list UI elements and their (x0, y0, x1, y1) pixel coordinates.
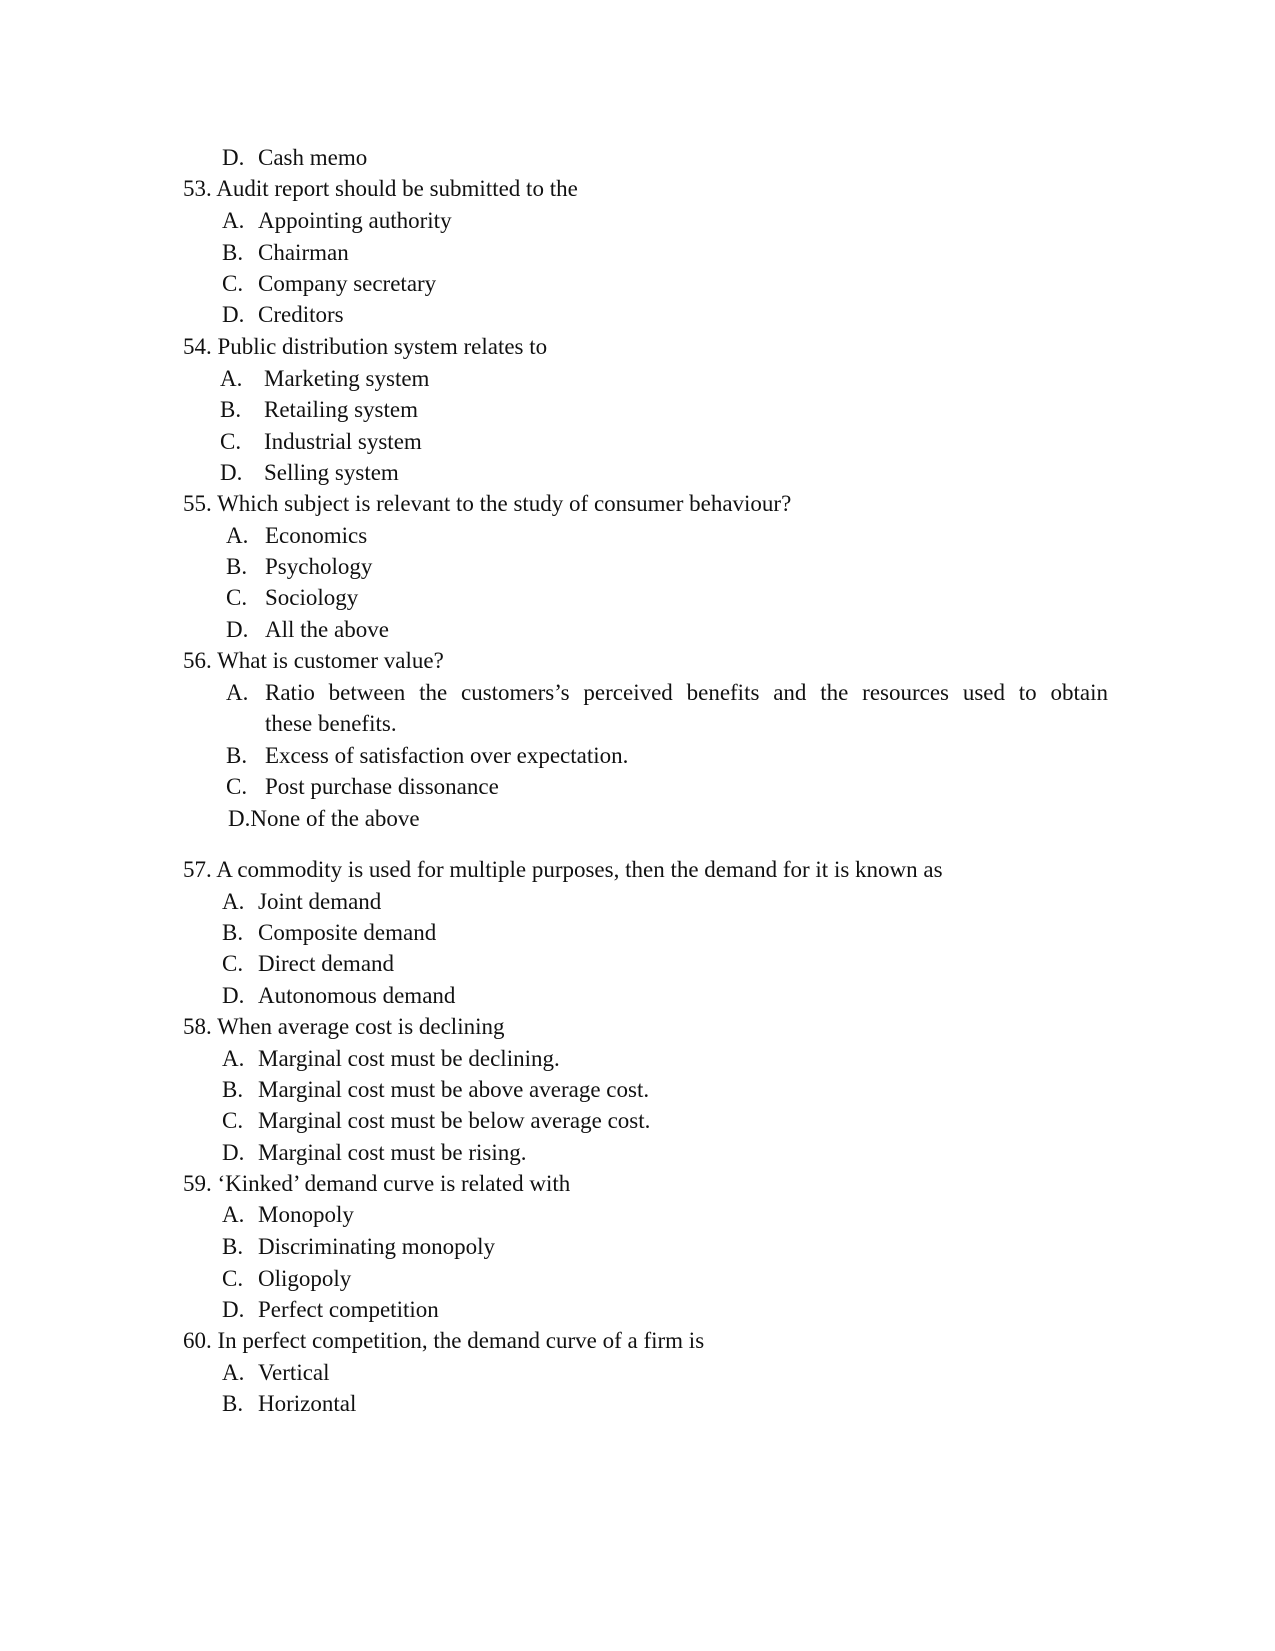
q56-option-d (228, 806, 420, 832)
q57-option-d (222, 983, 455, 1009)
question-number: 54. (183, 334, 212, 359)
option-letter: D. (222, 145, 245, 170)
question-59 (183, 1171, 570, 1197)
option-text: Autonomous demand (258, 983, 456, 1008)
option-text: Retailing system (264, 397, 418, 422)
option-letter: D. (226, 617, 249, 642)
option-letter: B. (222, 1077, 244, 1102)
option-text: Excess of satisfaction over expectation. (265, 743, 629, 768)
question-number: 53. (183, 176, 212, 201)
q55-option-d (226, 617, 389, 643)
question-54 (183, 334, 547, 360)
question-58 (183, 1014, 504, 1040)
question-text: When average cost is declining (217, 1014, 505, 1039)
option-letter: B. (222, 1391, 244, 1416)
option-letter: D. (222, 1140, 245, 1165)
option-letter: A. (222, 1046, 245, 1071)
question-text: Which subject is relevant to the study of consumer behaviour? (217, 491, 792, 516)
q58-option-d (222, 1140, 527, 1166)
q54-option-d (220, 460, 399, 486)
option-letter: B. (222, 1234, 244, 1259)
option-letter: C. (222, 1108, 244, 1133)
q59-option-c (222, 1266, 351, 1292)
q56-option-a-text: Ratio between the customers’s perceived benefits and the resources used to obtain (265, 680, 1108, 705)
option-text: Marketing system (264, 366, 430, 391)
option-text: Marginal cost must be above average cost. (258, 1077, 650, 1102)
question-number: 60. (183, 1328, 212, 1353)
option-text: Appointing authority (258, 208, 452, 233)
option-text: Monopoly (258, 1202, 354, 1227)
q58-option-b (222, 1077, 649, 1103)
question-number: 55. (183, 491, 212, 516)
q58-option-c (222, 1108, 650, 1134)
question-text: Public distribution system relates to (217, 334, 548, 359)
q53-option-a (222, 208, 452, 234)
q58-option-a (222, 1046, 560, 1072)
question-number: 56. (183, 648, 212, 673)
question-53 (183, 176, 578, 202)
option-text: Chairman (258, 240, 349, 265)
option-letter: B. (222, 240, 244, 265)
option-letter: C. (220, 429, 242, 454)
q56-option-c (226, 774, 499, 800)
option-letter: B. (220, 397, 242, 422)
option-text: Selling system (264, 460, 399, 485)
question-55 (183, 491, 791, 517)
option-text: Marginal cost must be rising. (258, 1140, 527, 1165)
option-letter: B. (226, 743, 248, 768)
option-text: Cash memo (258, 145, 368, 170)
option-letter: D. (228, 806, 251, 831)
question-text: Audit report should be submitted to the (216, 176, 578, 201)
option-text: Economics (265, 523, 368, 548)
question-57 (183, 857, 943, 883)
option-text: Company secretary (258, 271, 437, 296)
q59-option-b (222, 1234, 495, 1260)
q56-option-a-letter (226, 680, 248, 706)
q57-option-a (222, 889, 381, 915)
option-text: Creditors (258, 302, 344, 327)
q56-option-a-continuation: these benefits. (265, 711, 397, 736)
option-letter: D. (222, 302, 245, 327)
option-text: None of the above (250, 806, 420, 831)
option-text: Joint demand (258, 889, 382, 914)
q57-option-b (222, 920, 436, 946)
option-text: Industrial system (264, 429, 422, 454)
q53-option-b (222, 240, 349, 266)
q53-option-c (222, 271, 436, 297)
option-letter: A. (222, 208, 245, 233)
q60-option-b (222, 1391, 356, 1417)
q56-option-b (226, 743, 628, 769)
option-letter: A. (222, 889, 245, 914)
q57-option-c (222, 951, 394, 977)
option-letter: B. (222, 920, 244, 945)
option-text: Horizontal (258, 1391, 357, 1416)
option-text: Marginal cost must be below average cost. (258, 1108, 651, 1133)
question-number: 58. (183, 1014, 212, 1039)
question-number: 59. (183, 1171, 212, 1196)
q54-option-b (220, 397, 418, 423)
option-letter: C. (226, 774, 248, 799)
q59-option-a (222, 1202, 354, 1228)
option-letter: C. (222, 1266, 244, 1291)
q55-option-b (226, 554, 372, 580)
q59-option-d (222, 1297, 439, 1323)
question-number: 57. (183, 857, 212, 882)
option-text: Marginal cost must be declining. (258, 1046, 560, 1071)
option-text: Psychology (265, 554, 373, 579)
option-d-carryover (222, 145, 367, 171)
option-text: Perfect competition (258, 1297, 439, 1322)
q54-option-a (220, 366, 429, 392)
option-text: Composite demand (258, 920, 437, 945)
question-text: A commodity is used for multiple purposes, then the demand for it is known as (216, 857, 943, 882)
option-text: Sociology (265, 585, 359, 610)
question-text: ‘Kinked’ demand curve is related with (217, 1171, 571, 1196)
option-letter: A. (220, 366, 243, 391)
option-letter: A. (226, 680, 249, 705)
option-letter: C. (226, 585, 248, 610)
option-text: Discriminating monopoly (258, 1234, 496, 1259)
option-text: Oligopoly (258, 1266, 352, 1291)
question-text: What is customer value? (217, 648, 444, 673)
q60-option-a (222, 1360, 330, 1386)
option-text: Direct demand (258, 951, 395, 976)
option-text: All the above (265, 617, 389, 642)
option-letter: A. (226, 523, 249, 548)
option-letter: A. (222, 1202, 245, 1227)
option-letter: D. (222, 983, 245, 1008)
question-56 (183, 648, 444, 674)
option-letter: A. (222, 1360, 245, 1385)
option-letter: B. (226, 554, 248, 579)
option-letter: D. (220, 460, 243, 485)
question-60 (183, 1328, 704, 1354)
option-letter: D. (222, 1297, 245, 1322)
question-text: In perfect competition, the demand curve of a firm is (217, 1328, 705, 1353)
q55-option-c (226, 585, 358, 611)
option-letter: C. (222, 951, 244, 976)
q55-option-a (226, 523, 367, 549)
option-text: Vertical (258, 1360, 330, 1385)
option-letter: C. (222, 271, 244, 296)
q53-option-d (222, 302, 344, 328)
option-text: Post purchase dissonance (265, 774, 499, 799)
q54-option-c (220, 429, 422, 455)
